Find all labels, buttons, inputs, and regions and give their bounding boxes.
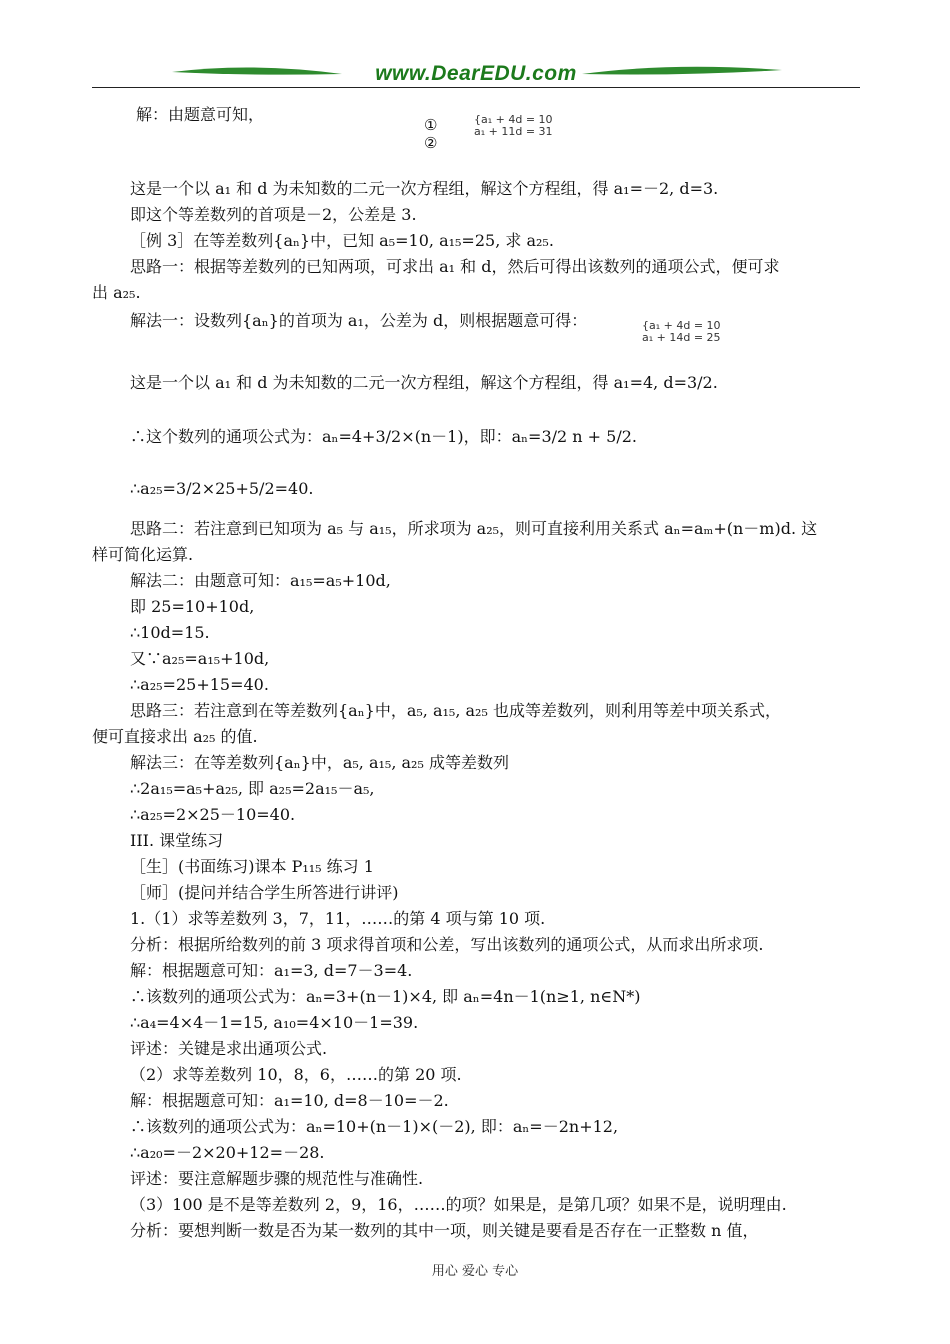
text-line: （2）求等差数列 10，8，6，……的第 20 项. xyxy=(130,1065,462,1084)
text-line: 即这个等差数列的首项是－2，公差是 3. xyxy=(130,205,417,224)
text-line: 便可直接求出 a₂₅ 的值. xyxy=(92,727,258,746)
text-line: 评述：关键是求出通项公式. xyxy=(130,1039,328,1058)
text-line: 评述：要注意解题步骤的规范性与准确性. xyxy=(130,1169,424,1188)
text-line: 思路二：若注意到已知项为 a₅ 与 a₁₅，所求项为 a₂₅，则可直接利用关系式 aₙ=aₘ+(n－m)d. 这 xyxy=(130,519,818,538)
text-line: 分析：根据所给数列的前 3 项求得首项和公差，写出该数列的通项公式，从而求出所求项. xyxy=(130,935,764,954)
text-line: 思路三：若注意到在等差数列{aₙ}中，a₅, a₁₅, a₂₅ 也成等差数列，则利用等差中项关系式， xyxy=(130,701,781,720)
site-url: www.DearEDU.com xyxy=(375,62,577,85)
text-line: ∴a₄=4×4－1=15, a₁₀=4×10－1=39. xyxy=(130,1013,419,1032)
equation-1a: {a₁ + 4d = 10 xyxy=(474,113,553,126)
text-line: 又∵a₂₅=a₁₅+10d, xyxy=(130,649,270,668)
text-line: ∴该数列的通项公式为：aₙ=3+(n－1)×4, 即 aₙ=4n－1(n≥1, n∈N*) xyxy=(130,987,641,1006)
text-line: ∴a₂₅=3/2×25+5/2=40. xyxy=(130,479,314,498)
text-line: 样可简化运算. xyxy=(92,545,194,564)
page-header xyxy=(92,58,860,92)
text-line: ［生］(书面练习)课本 P₁₁₅ 练习 1 xyxy=(130,857,374,876)
text-line: 解：由题意可知， xyxy=(136,105,265,124)
text-line: 这是一个以 a₁ 和 d 为未知数的二元一次方程组，解这个方程组，得 a₁=－2, d=3. xyxy=(130,179,719,198)
equation-2b: a₁ + 14d = 25 xyxy=(642,331,721,344)
text-line: ∴2a₁₅=a₅+a₂₅, 即 a₂₅=2a₁₅－a₅, xyxy=(130,779,375,798)
equation-markers xyxy=(424,116,437,152)
marker-2: ② xyxy=(424,134,438,152)
header-divider xyxy=(92,87,860,88)
text-line: ∴该数列的通项公式为：aₙ=10+(n－1)×(－2), 即：aₙ=－2n+12, xyxy=(130,1117,619,1136)
text-line: （3）100 是不是等差数列 2，9，16，……的项？如果是，是第几项？如果不是，说明理由. xyxy=(130,1195,787,1214)
text-line: ∴a₂₅=25+15=40. xyxy=(130,675,269,694)
text-line: ∴a₂₀=－2×20+12=－28. xyxy=(130,1143,325,1162)
text-line: ∴10d=15. xyxy=(130,623,210,642)
text-line: 思路一：根据等差数列的已知两项，可求出 a₁ 和 d，然后可得出该数列的通项公式，便可求 xyxy=(130,257,780,276)
text-line: 解：根据题意可知：a₁=3, d=7－3=4. xyxy=(130,961,413,980)
equation-2a: {a₁ + 4d = 10 xyxy=(642,319,721,332)
page-footer: 用心 爱心 专心 xyxy=(431,1264,519,1279)
equation-system-2 xyxy=(642,320,721,344)
text-line: ［师］(提问并结合学生所答进行讲评) xyxy=(130,883,399,902)
text-line: ［例 3］在等差数列{aₙ}中，已知 a₅=10, a₁₅=25, 求 a₂₅. xyxy=(130,231,554,250)
text-line: 这是一个以 a₁ 和 d 为未知数的二元一次方程组，解这个方程组，得 a₁=4, d=3/2. xyxy=(130,373,718,392)
text-line: 解：根据题意可知：a₁=10, d=8－10=－2. xyxy=(130,1091,449,1110)
text-line: 出 a₂₅. xyxy=(92,283,141,302)
text-line: ∴这个数列的通项公式为：aₙ=4+3/2×(n－1)，即：aₙ=3/2 n + 5/2. xyxy=(130,427,638,446)
text-line: 1.（1）求等差数列 3，7，11，……的第 4 项与第 10 项. xyxy=(130,909,546,928)
equation-system-1 xyxy=(474,114,553,138)
text-line: 解法一：设数列{aₙ}的首项为 a₁，公差为 d，则根据题意可得： xyxy=(130,311,588,330)
text-line: 分析：要想判断一数是否为某一数列的其中一项，则关键是要看是否存在一正整数 n 值， xyxy=(130,1221,759,1240)
text-line: 解法二：由题意可知：a₁₅=a₅+10d, xyxy=(130,571,391,590)
text-line: 即 25=10+10d, xyxy=(130,597,255,616)
text-line: 解法三：在等差数列{aₙ}中，a₅, a₁₅, a₂₅ 成等差数列 xyxy=(130,753,509,772)
text-line: ∴a₂₅=2×25－10=40. xyxy=(130,805,296,824)
section-heading: III. 课堂练习 xyxy=(130,831,224,850)
marker-1: ① xyxy=(424,116,438,134)
equation-1b: a₁ + 11d = 31 xyxy=(474,125,553,138)
